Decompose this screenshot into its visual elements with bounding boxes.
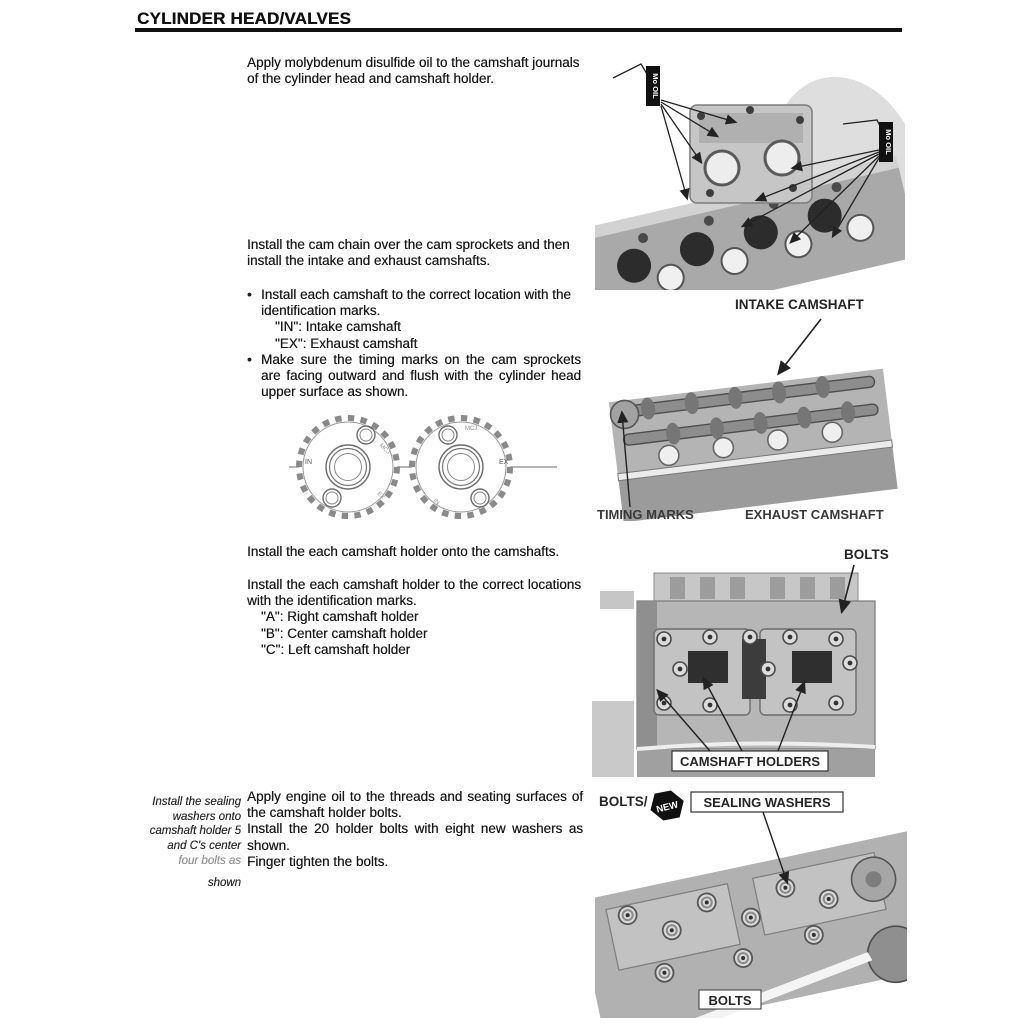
bullet-glyph: •	[247, 287, 252, 302]
stamp-mcj: MCJ	[465, 426, 478, 432]
bottom-text-block	[247, 789, 583, 870]
photo4-art	[595, 788, 907, 1018]
margin-note-line: washers onto	[172, 810, 241, 823]
intake-sprocket	[299, 418, 397, 516]
hub-outer	[439, 445, 483, 489]
scan-artifact	[592, 701, 634, 777]
bullet-identification-text: Install each camshaft to the correct location with the identification marks.	[261, 287, 571, 319]
stamp-in: IN	[431, 498, 441, 507]
bullet-list	[247, 287, 581, 400]
id-mark-in: "IN": Intake camshaft	[275, 319, 401, 335]
cylinder-head-assembly	[609, 369, 898, 521]
photo2-art	[593, 293, 911, 521]
bolts-label: BOLTS	[844, 547, 889, 562]
header-rule	[135, 28, 902, 32]
scan-artifact	[600, 591, 634, 609]
margin-note-line: camshaft holder 5	[149, 825, 241, 838]
exhaust-sprocket	[412, 418, 510, 516]
para-install-holder: Install the each camshaft holder onto the camshafts.	[247, 544, 560, 559]
holder-b: "B": Center camshaft holder	[261, 625, 428, 641]
para-cam-chain: Install the cam chain over the cam sprockets and then install the intake and exhaust camshafts.	[247, 237, 570, 269]
new-badge	[649, 788, 686, 824]
holder-a: "A": Right camshaft holder	[261, 609, 419, 625]
photo1-art	[595, 50, 905, 290]
para-engine-oil: Apply engine oil to the threads and seating surfaces of the camshaft holder bolts.	[247, 789, 583, 821]
bullet-identification	[247, 287, 581, 352]
intake-camshaft-label: INTAKE CAMSHAFT	[735, 297, 864, 312]
new-badge-label: NEW	[655, 799, 680, 816]
mo-oil-label: Mo OIL	[651, 73, 660, 99]
camshaft-holder-block	[690, 105, 812, 203]
margin-note-line: Install the sealing	[152, 796, 241, 808]
bolts-slash-label: BOLTS/	[599, 794, 648, 809]
margin-note-line: and C's center	[167, 840, 241, 853]
margin-note-line: four bolts as	[178, 854, 241, 867]
timing-marks-diagram	[283, 398, 563, 530]
holder-id-block	[247, 577, 581, 658]
photo-sealing-washers	[595, 788, 907, 1018]
in-mark-label: IN	[305, 459, 312, 466]
timing-marks-label: TIMING MARKS	[597, 507, 694, 521]
bolts-bottom-label: BOLTS	[708, 993, 752, 1008]
stamp-ex: EX	[375, 491, 386, 501]
bullet-timing-marks-text: Make sure the timing marks on the cam sprockets are facing outward and flush with the cylinder head upper surface as shown.	[261, 351, 581, 400]
mo-oil-label: Mo OIL	[884, 129, 893, 155]
camshaft-holders-label: CAMSHAFT HOLDERS	[679, 754, 821, 769]
hub-outer	[326, 445, 370, 489]
photo-camshaft-holder-oiling	[595, 50, 905, 290]
bullet-timing-marks	[247, 352, 581, 401]
photo-camshafts-installed	[593, 293, 911, 521]
intake-camshaft-arrow	[779, 319, 821, 373]
para-20-bolts: Install the 20 holder bolts with eight new washers as shown.	[247, 821, 583, 853]
id-mark-ex: "EX": Exhaust camshaft	[275, 335, 418, 351]
para-molybdenum-oil: Apply molybdenum disulfide oil to the camshaft journals of the cylinder head and camshaft holder.	[247, 55, 580, 87]
ex-mark-label: EX	[499, 459, 509, 466]
margin-note-line: shown	[207, 876, 241, 889]
page-title: CYLINDER HEAD/VALVES	[137, 9, 352, 28]
photo3-art	[592, 543, 908, 777]
bolts-bottom-callout	[699, 990, 761, 1009]
engine-front	[637, 573, 875, 777]
photo-camshaft-holders	[592, 543, 908, 777]
para-finger-tighten: Finger tighten the bolts.	[247, 853, 389, 869]
margin-note	[135, 795, 241, 890]
para-holder-locations: Install the each camshaft holder to the correct locations with the identification marks.	[247, 577, 581, 609]
stamp-mcj: MCJ	[377, 443, 391, 456]
holder-c: "C": Left camshaft holder	[261, 641, 411, 657]
exhaust-camshaft-label: EXHAUST CAMSHAFT	[745, 507, 884, 521]
sealing-washers-label: SEALING WASHERS	[703, 795, 831, 810]
bullet-glyph: •	[247, 351, 252, 367]
